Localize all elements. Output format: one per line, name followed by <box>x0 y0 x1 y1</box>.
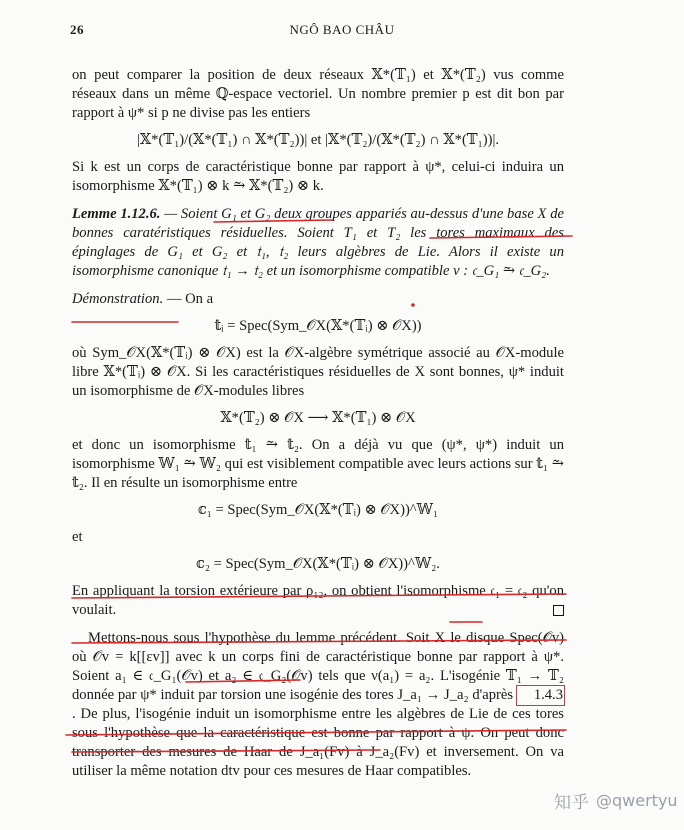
page-number: 26 <box>70 22 84 37</box>
proof-intro-text: — On a <box>163 291 214 307</box>
zhihu-logo: 知乎 <box>554 793 590 813</box>
proof-label: Démonstration. <box>72 291 164 307</box>
watermark <box>554 788 678 813</box>
equation-module-iso: 𝕏*(𝕋₂) ⊗ 𝒪X ⟶ 𝕏*(𝕋₁) ⊗ 𝒪X <box>220 410 416 426</box>
equation-c1: 𝕔₁ = Spec(Sym_𝒪X(𝕏*(𝕋ᵢ) ⊗ 𝒪X))^𝕎₁ <box>197 502 439 518</box>
page-body <box>72 66 564 781</box>
lemma-statement <box>72 205 564 281</box>
paragraph-isomorphism: Si k est un corps de caractéristique bonne par rapport à ψ*, celui-ci induira un isomorphisme 𝕏*(𝕋₁) ⊗ k ⥲ 𝕏*(𝕋₂) ⊗ k. <box>72 159 564 194</box>
haar-text-a: Mettons-nous sous l'hypothèse du lemme précédent. Soit X le disque Spec(𝒪v) où 𝒪v = k[[εv]] avec k un corps fini de caractéristique bonne par rapport à ψ*. Soient a₁ ∈ 𝔠_G₁(𝒪v) et a₂ ∈ 𝔠_G₂(𝒪v) tels que ν(a₁) = a₂. L'isogénie 𝕋₁ → 𝕋₂ donnée par ψ* induit par torsion une isogénie des tores J_a₁ → J_a₂ d'après <box>72 630 564 703</box>
lemma-text: — Soient G₁ et G₂ deux groupes appariés au-dessus d'une base X de bonnes caratéristiques résiduelles. Soient T₁ et T₂ les tores maximaux des épinglages de G₁ et G₂ et 𝔱₁, 𝔱₂ leurs algèbres de Lie. Alors il existe un isomorphisme canonique 𝔱₁ → 𝔱₂ et un isomorphisme compatible ν : 𝔠_G₁ ⥲ 𝔠_G₂. <box>72 206 564 279</box>
conclusion-text: En appliquant la torsion extérieure par ρ₁₂, on obtient l'isomorphisme 𝔠₁ = 𝔠₂ qu'on voulait. <box>72 583 564 618</box>
haar-text-b: . De plus, l'isogénie induit un isomorphisme entre les algèbres de Lie de ces tores sous l'hypothèse que la caractéristique est bonne par rapport à ψ. On peut donc transporter des mesures de Haar de J_a₁(Fv) à J_a₂(Fv) et inversement. On va utiliser la même notation dtv pour ces mesures de Haar compatibles. <box>72 706 564 779</box>
proof-intro <box>72 290 564 309</box>
paragraph-weyl: et donc un isomorphisme 𝕥₁ ⥲ 𝕥₂. On a déjà vu que (ψ*, ψ*) induit un isomorphisme 𝕎₁ ⥲ 𝕎₂ qui est visiblement compatible avec leurs actions sur 𝕥₁ ⥲ 𝕥₂. Il en résulte un isomorphisme entre <box>72 437 564 491</box>
paragraph-symmetric-algebra: où Sym_𝒪X(𝕏*(𝕋ᵢ) ⊗ 𝒪X) est la 𝒪X-algèbre symétrique associé au 𝒪X-module libre 𝕏*(𝕋ᵢ) ⊗ 𝒪X. Si les caractéristiques résiduelles de X sont bonnes, ψ* induit un isomorphisme de 𝒪X-modules libres <box>72 345 564 399</box>
cross-reference-link[interactable]: 1.4.3 <box>517 686 564 705</box>
qed-box <box>553 605 564 616</box>
paragraph-lattices: on peut comparer la position de deux réseaux 𝕏*(𝕋₁) et 𝕏*(𝕋₂) vus comme réseaux dans un même ℚ-espace vectoriel. Un nombre premier p est dit bon par rapport à ψ* si p ne divise pas les entiers <box>72 67 564 121</box>
paragraph-conclusion <box>72 582 564 620</box>
watermark-handle: @qwertyu <box>596 791 678 810</box>
connector-et: et <box>72 529 83 545</box>
equation-c2: 𝕔₂ = Spec(Sym_𝒪X(𝕏*(𝕋ᵢ) ⊗ 𝒪X))^𝕎₂. <box>196 556 440 572</box>
equation-indices: |𝕏*(𝕋₁)/(𝕏*(𝕋₁) ∩ 𝕏*(𝕋₂))| et |𝕏*(𝕋₂)/(𝕏*(𝕋₂) ∩ 𝕏*(𝕋₁))|. <box>136 132 500 148</box>
equation-lie-algebra: 𝕥ᵢ = Spec(Sym_𝒪X(𝕏*(𝕋ᵢ) ⊗ 𝒪X)) <box>214 318 422 334</box>
paragraph-haar <box>72 629 564 781</box>
lemma-label: Lemme 1.12.6. <box>72 206 161 222</box>
running-title: NGÔ BAO CHÂU <box>289 22 395 37</box>
